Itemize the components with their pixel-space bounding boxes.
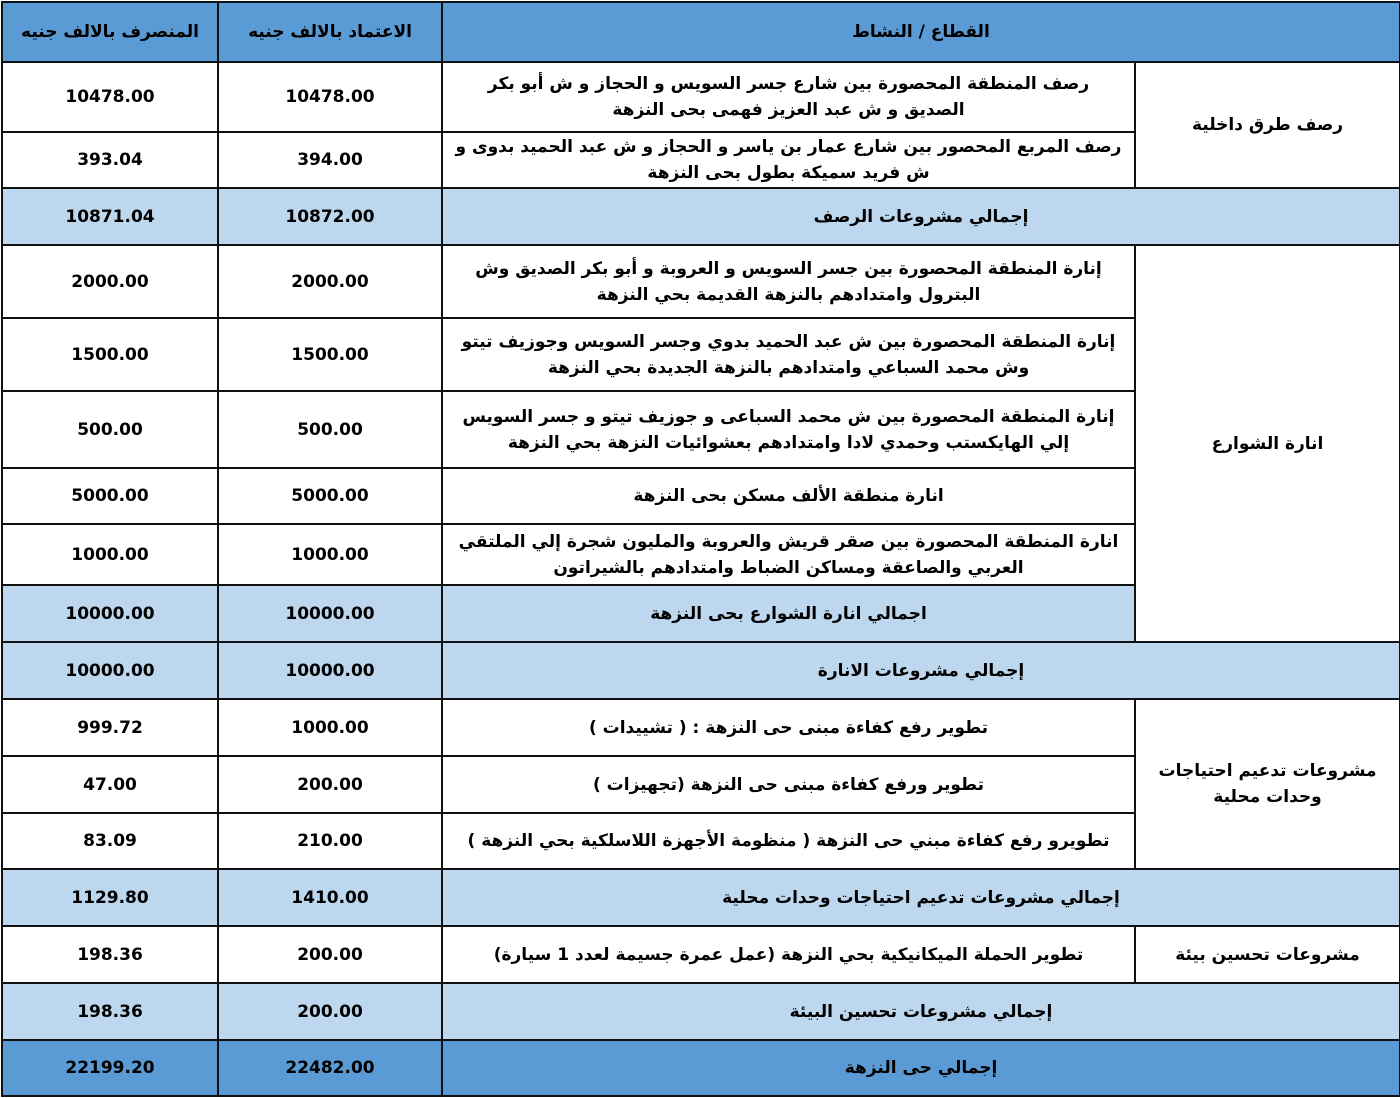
header-spent: المنصرف بالالف جنيه bbox=[2, 2, 218, 62]
activity-cell: تطوير الحملة الميكانيكية بحي النزهة (عمل عمرة جسيمة لعدد 1 سيارة) bbox=[442, 926, 1135, 983]
total-approved: 10872.00 bbox=[218, 188, 442, 245]
approved-cell: 5000.00 bbox=[218, 468, 442, 524]
approved-cell: 500.00 bbox=[218, 391, 442, 468]
grand-total-row bbox=[2, 1040, 1400, 1096]
spent-cell: 393.04 bbox=[2, 132, 218, 188]
table-row bbox=[2, 245, 1400, 318]
spent-cell: 10478.00 bbox=[2, 62, 218, 132]
approved-cell: 394.00 bbox=[218, 132, 442, 188]
total-label: إجمالي مشروعات تحسين البيئة bbox=[442, 983, 1400, 1040]
header-sector: القطاع / النشاط bbox=[442, 2, 1400, 62]
sector-cell-paving: رصف طرق داخلية bbox=[1135, 62, 1400, 188]
header-approved: الاعتماد بالالف جنيه bbox=[218, 2, 442, 62]
activity-cell: انارة المنطقة المحصورة بين صقر قريش والعروبة والمليون شجرة إلي الملتقي العربي والصاعقة ومساكن الضباط وامتدادهم بالشيراتون bbox=[442, 524, 1135, 585]
approved-cell: 10478.00 bbox=[218, 62, 442, 132]
spent-cell: 198.36 bbox=[2, 926, 218, 983]
approved-cell: 200.00 bbox=[218, 756, 442, 813]
sector-cell-lighting: انارة الشوارع bbox=[1135, 245, 1400, 642]
approved-cell: 1000.00 bbox=[218, 524, 442, 585]
budget-table bbox=[1, 1, 1400, 1097]
subtotal-spent: 10000.00 bbox=[2, 585, 218, 642]
subtotal-label: اجمالي انارة الشوارع بحى النزهة bbox=[442, 585, 1135, 642]
approved-cell: 1000.00 bbox=[218, 699, 442, 756]
total-spent: 198.36 bbox=[2, 983, 218, 1040]
total-label: إجمالي مشروعات الانارة bbox=[442, 642, 1400, 699]
spent-cell: 1500.00 bbox=[2, 318, 218, 391]
approved-cell: 1500.00 bbox=[218, 318, 442, 391]
approved-cell: 200.00 bbox=[218, 926, 442, 983]
total-row-paving bbox=[2, 188, 1400, 245]
activity-cell: تطويرو رفع كفاءة مبني حى النزهة ( منظومة الأجهزة اللاسلكية بحي النزهة ) bbox=[442, 813, 1135, 869]
table-row bbox=[2, 62, 1400, 132]
spent-cell: 2000.00 bbox=[2, 245, 218, 318]
sector-cell-environment: مشروعات تحسين بيئة bbox=[1135, 926, 1400, 983]
total-row-environment bbox=[2, 983, 1400, 1040]
activity-cell: انارة منطقة الألف مسكن بحى النزهة bbox=[442, 468, 1135, 524]
grand-total-label: إجمالي حى النزهة bbox=[442, 1040, 1400, 1096]
activity-cell: إنارة المنطقة المحصورة بين ش محمد السباعى و جوزيف تيتو و جسر السويس إلي الهايكستب وحمدي لادا وامتدادهم بعشوائيات النزهة بحي النزهة bbox=[442, 391, 1135, 468]
activity-cell: رصف المربع المحصور بين شارع عمار بن ياسر و الحجاز و ش عبد الحميد بدوى و ش فريد سميكة بطول بحى النزهة bbox=[442, 132, 1135, 188]
activity-cell: رصف المنطقة المحصورة بين شارع جسر السويس و الحجاز و ش أبو بكر الصديق و ش عبد العزيز فهمى بحى النزهة bbox=[442, 62, 1135, 132]
total-label: إجمالي مشروعات تدعيم احتياجات وحدات محلية bbox=[442, 869, 1400, 926]
spent-cell: 5000.00 bbox=[2, 468, 218, 524]
spent-cell: 83.09 bbox=[2, 813, 218, 869]
total-approved: 200.00 bbox=[218, 983, 442, 1040]
spent-cell: 1000.00 bbox=[2, 524, 218, 585]
grand-total-spent: 22199.20 bbox=[2, 1040, 218, 1096]
spent-cell: 999.72 bbox=[2, 699, 218, 756]
activity-cell: تطوير رفع كفاءة مبنى حى النزهة : ( تشييدات ) bbox=[442, 699, 1135, 756]
approved-cell: 210.00 bbox=[218, 813, 442, 869]
total-row-local bbox=[2, 869, 1400, 926]
header-row bbox=[2, 2, 1400, 62]
activity-cell: إنارة المنطقة المحصورة بين ش عبد الحميد بدوي وجسر السويس وجوزيف تيتو وش محمد السباعي وامتدادهم بالنزهة الجديدة بحي النزهة bbox=[442, 318, 1135, 391]
total-approved: 10000.00 bbox=[218, 642, 442, 699]
table-row bbox=[2, 926, 1400, 983]
total-spent: 1129.80 bbox=[2, 869, 218, 926]
sector-cell-local: مشروعات تدعيم احتياجات وحدات محلية bbox=[1135, 699, 1400, 869]
total-spent: 10871.04 bbox=[2, 188, 218, 245]
total-approved: 1410.00 bbox=[218, 869, 442, 926]
table-row bbox=[2, 699, 1400, 756]
subtotal-approved: 10000.00 bbox=[218, 585, 442, 642]
grand-total-approved: 22482.00 bbox=[218, 1040, 442, 1096]
activity-cell: إنارة المنطقة المحصورة بين جسر السويس و العروبة و أبو بكر الصديق وش البترول وامتدادهم بالنزهة القديمة بحي النزهة bbox=[442, 245, 1135, 318]
total-spent: 10000.00 bbox=[2, 642, 218, 699]
spent-cell: 47.00 bbox=[2, 756, 218, 813]
approved-cell: 2000.00 bbox=[218, 245, 442, 318]
total-row-lighting bbox=[2, 642, 1400, 699]
spent-cell: 500.00 bbox=[2, 391, 218, 468]
activity-cell: تطوير ورفع كفاءة مبنى حى النزهة (تجهيزات ) bbox=[442, 756, 1135, 813]
total-label: إجمالي مشروعات الرصف bbox=[442, 188, 1400, 245]
